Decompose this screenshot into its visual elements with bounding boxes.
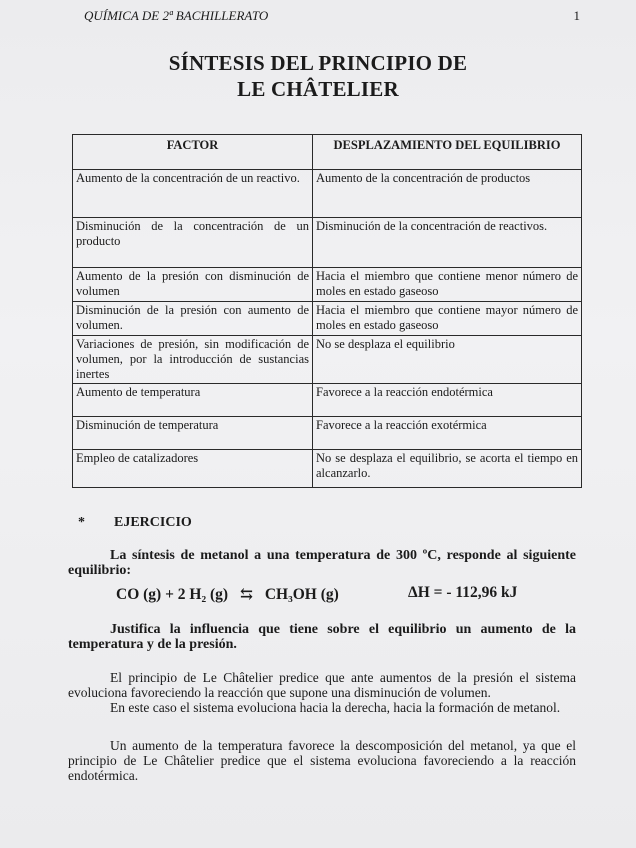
- table-header-row: [73, 135, 582, 170]
- table-row: [73, 336, 582, 384]
- le-chatelier-table: [72, 134, 582, 488]
- table-row: [73, 450, 582, 488]
- asterisk-icon: *: [78, 515, 85, 530]
- equation-reactants: CO (g) + 2 H₂ (g): [116, 586, 229, 603]
- title-line-2: LE CHÂTELIER: [237, 77, 399, 101]
- factor-cell: Empleo de catalizadores: [73, 450, 313, 488]
- page-header: [84, 8, 580, 24]
- table-row: [73, 170, 582, 218]
- table-row: [73, 218, 582, 268]
- equation-enthalpy: ΔH = - 112,96 kJ: [408, 584, 518, 601]
- column-header-shift: DESPLAZAMIENTO DEL EQUILIBRIO: [313, 135, 582, 170]
- shift-cell: No se desplaza el equilibrio, se acorta el tiempo en alcanzarlo.: [313, 450, 582, 488]
- factor-cell: Disminución de la concentración de un producto: [73, 218, 313, 268]
- shift-cell: Disminución de la concentración de reactivos.: [313, 218, 582, 268]
- chemical-equation: [116, 584, 576, 604]
- exercise-heading: [78, 515, 192, 531]
- course-label: QUÍMICA DE 2ª BACHILLERATO: [84, 8, 269, 23]
- shift-cell: Favorece a la reacción endotérmica: [313, 384, 582, 417]
- title-line-1: SÍNTESIS DEL PRINCIPIO DE: [168, 51, 468, 75]
- shift-cell: Favorece a la reacción exotérmica: [313, 417, 582, 450]
- exercise-title: EJERCICIO: [114, 515, 192, 530]
- exercise-question: Justifica la influencia que tiene sobre el equilibrio un aumento de la temperatura y de la presión.: [68, 622, 576, 652]
- table-row: [73, 384, 582, 417]
- answer-paragraph: En este caso el sistema evoluciona hacia la derecha, hacia la formación de metanol.: [110, 700, 561, 715]
- answer-paragraph: El principio de Le Châtelier predice que ante aumentos de la presión el sistema evoluciona favoreciendo la reacción que supone una disminución de volumen.: [68, 670, 576, 700]
- table-row: [73, 302, 582, 336]
- equilibrium-arrow-icon: ⇆: [239, 586, 253, 603]
- factor-cell: Disminución de la presión con aumento de volumen.: [73, 302, 313, 336]
- exercise-statement: La síntesis de metanol a una temperatura de 300 ºC, responde al siguiente equilibrio:: [68, 548, 576, 578]
- shift-cell: Aumento de la concentración de productos: [313, 170, 582, 218]
- factor-cell: Disminución de temperatura: [73, 417, 313, 450]
- factor-cell: Aumento de la presión con disminución de volumen: [73, 268, 313, 302]
- table-row: [73, 268, 582, 302]
- page-title: [0, 50, 636, 102]
- column-header-factor: FACTOR: [73, 135, 313, 170]
- shift-cell: Hacia el miembro que contiene mayor número de moles en estado gaseoso: [313, 302, 582, 336]
- factor-cell: Aumento de temperatura: [73, 384, 313, 417]
- page-number: 1: [573, 8, 580, 23]
- factor-cell: Variaciones de presión, sin modificación de volumen, por la introducción de sustancias inertes: [73, 336, 313, 384]
- equation-product: CH₃OH (g): [264, 586, 339, 603]
- table-row: [73, 417, 582, 450]
- answer-paragraph: Un aumento de la temperatura favorece la descomposición del metanol, ya que el principio de Le Châtelier predice que el sistema evoluciona favoreciendo a la reacción endotérmica.: [68, 738, 576, 783]
- shift-cell: Hacia el miembro que contiene menor número de moles en estado gaseoso: [313, 268, 582, 302]
- factor-cell: Aumento de la concentración de un reactivo.: [73, 170, 313, 218]
- shift-cell: No se desplaza el equilibrio: [313, 336, 582, 384]
